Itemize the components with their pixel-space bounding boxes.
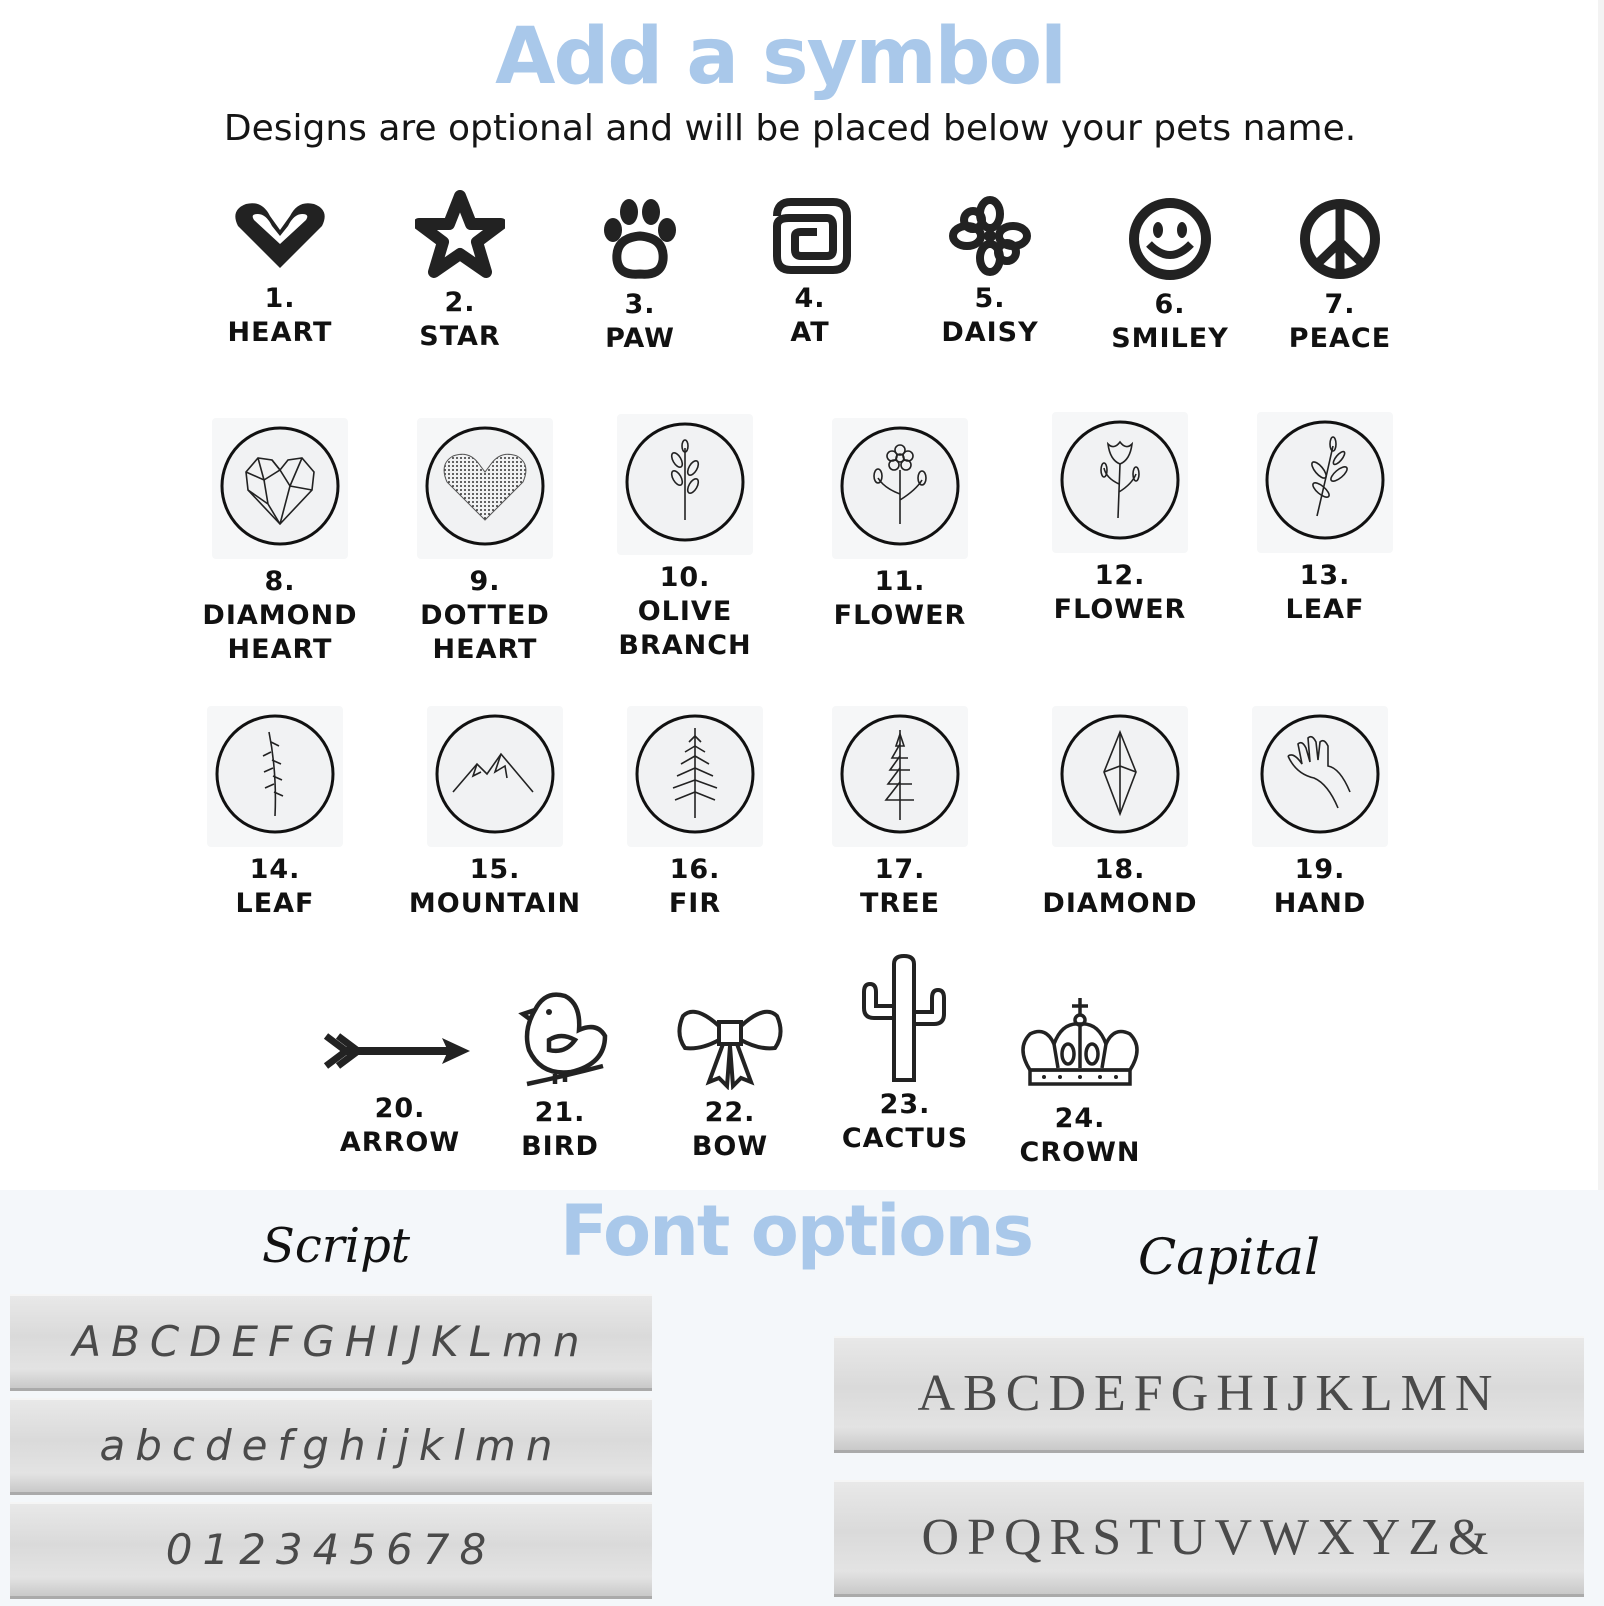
symbol-label: LEAF	[235, 888, 315, 919]
page-title: Add a symbol	[495, 12, 1065, 102]
symbol-label: AT	[790, 317, 830, 348]
symbol-paw[interactable]	[550, 196, 730, 356]
symbol-label: SMILEY	[1111, 323, 1229, 354]
symbol-label: PAW	[605, 323, 675, 354]
diamond-icon	[1052, 706, 1188, 847]
symbol-flower[interactable]	[810, 418, 990, 633]
symbol-number: 17.	[874, 854, 926, 885]
tree-icon	[832, 706, 968, 847]
symbol-label: FLOWER	[1053, 594, 1187, 625]
symbol-label: DIAMOND	[1042, 888, 1198, 919]
cactus-icon	[815, 952, 995, 1082]
symbol-label: OLIVE BRANCH	[618, 596, 752, 661]
arrow-icon	[310, 1016, 490, 1086]
symbol-label: FLOWER	[833, 600, 967, 631]
heart-icon	[190, 196, 370, 276]
bow-icon	[640, 1000, 820, 1090]
symbol-daisy[interactable]	[900, 196, 1080, 350]
symbol-label: BOW	[691, 1131, 769, 1162]
leaf-sprig-icon	[1257, 412, 1393, 553]
symbol-number: 11.	[874, 566, 926, 597]
symbol-crown[interactable]	[990, 996, 1170, 1170]
paw-icon	[550, 196, 730, 282]
symbol-number: 15.	[469, 854, 521, 885]
diamond-heart-icon	[212, 418, 348, 559]
symbol-label: DAISY	[941, 317, 1039, 348]
symbol-label: CROWN	[1019, 1137, 1141, 1168]
symbol-fern-leaf[interactable]	[185, 706, 365, 921]
tulip-flower-icon	[1052, 412, 1188, 553]
symbol-arrow[interactable]	[310, 1016, 490, 1160]
symbol-heart[interactable]	[190, 196, 370, 350]
bird-icon	[470, 980, 650, 1090]
symbol-label: BIRD	[521, 1131, 599, 1162]
capital-font-label: Capital	[1138, 1228, 1320, 1286]
symbol-bow[interactable]	[640, 1000, 820, 1164]
symbol-number: 12.	[1094, 560, 1146, 591]
symbol-number: 4.	[794, 283, 826, 314]
symbol-number: 20.	[374, 1093, 426, 1124]
symbol-tree[interactable]	[810, 706, 990, 921]
smiley-icon	[1080, 196, 1260, 282]
symbol-label: TREE	[859, 888, 941, 919]
symbol-label: HAND	[1273, 888, 1367, 919]
symbol-number: 22.	[704, 1097, 756, 1128]
capital-row-o-z[interactable]: OPQRSTUVWXYZ&	[834, 1480, 1584, 1597]
symbol-number: 13.	[1299, 560, 1351, 591]
symbol-hand[interactable]	[1230, 706, 1410, 921]
symbol-leaf-sprig[interactable]	[1235, 412, 1415, 627]
symbol-number: 16.	[669, 854, 721, 885]
mountain-icon	[427, 706, 563, 847]
symbol-label: DIAMOND HEART	[202, 600, 358, 665]
peace-icon	[1250, 196, 1430, 282]
script-row-uppercase[interactable]: ABCDEFGHIJKLmn	[10, 1294, 652, 1391]
symbol-star[interactable]	[370, 190, 550, 354]
symbol-smiley[interactable]	[1080, 196, 1260, 356]
symbol-number: 19.	[1294, 854, 1346, 885]
symbol-number: 8.	[264, 566, 296, 597]
symbol-number: 3.	[624, 289, 656, 320]
dotted-heart-icon	[417, 418, 553, 559]
fern-leaf-icon	[207, 706, 343, 847]
daisy-icon	[900, 196, 1080, 276]
symbol-label: HEART	[227, 317, 333, 348]
symbol-label: STAR	[419, 321, 501, 352]
page-subtitle: Designs are optional and will be placed below your pets name.	[223, 108, 1357, 149]
at-spiral-icon	[720, 196, 900, 276]
symbol-number: 14.	[249, 854, 301, 885]
symbol-label: MOUNTAIN	[408, 888, 582, 919]
symbol-number: 1.	[264, 283, 296, 314]
symbol-number: 9.	[469, 566, 501, 597]
symbol-number: 23.	[879, 1089, 931, 1120]
capital-row-a-n[interactable]: ABCDEFGHIJKLMN	[834, 1336, 1584, 1453]
symbol-olive-branch[interactable]	[595, 414, 775, 663]
symbol-bird[interactable]	[470, 980, 650, 1164]
symbol-at[interactable]	[720, 196, 900, 350]
symbol-number: 6.	[1154, 289, 1186, 320]
script-font-label: Script	[262, 1218, 411, 1274]
symbol-number: 24.	[1054, 1103, 1106, 1134]
olive-branch-icon	[617, 414, 753, 555]
script-row-numbers[interactable]: 012345678	[10, 1502, 652, 1599]
symbol-diamond[interactable]	[1030, 706, 1210, 921]
script-row-lowercase[interactable]: abcdefghijklmn	[10, 1398, 652, 1495]
symbol-mountain[interactable]	[405, 706, 585, 921]
symbol-label: DOTTED HEART	[420, 600, 550, 665]
fir-icon	[627, 706, 763, 847]
symbol-number: 21.	[534, 1097, 586, 1128]
symbol-number: 18.	[1094, 854, 1146, 885]
symbol-label: LEAF	[1285, 594, 1365, 625]
crown-icon	[990, 996, 1170, 1096]
symbol-number: 7.	[1324, 289, 1356, 320]
symbol-label: PEACE	[1288, 323, 1392, 354]
hand-icon	[1252, 706, 1388, 847]
symbol-peace[interactable]	[1250, 196, 1430, 356]
flower-icon	[832, 418, 968, 559]
star-icon	[370, 190, 550, 280]
symbol-diamond-heart[interactable]	[190, 418, 370, 667]
symbol-fir[interactable]	[605, 706, 785, 921]
symbol-label: CACTUS	[841, 1123, 969, 1154]
font-options-title: Font options	[560, 1190, 1032, 1272]
symbol-number: 10.	[659, 562, 711, 593]
symbol-cactus[interactable]	[815, 952, 995, 1156]
symbol-label: FIR	[668, 888, 722, 919]
symbol-number: 5.	[974, 283, 1006, 314]
symbol-number: 2.	[444, 287, 476, 318]
symbol-dotted-heart[interactable]	[395, 418, 575, 667]
symbol-label: ARROW	[339, 1127, 461, 1158]
symbol-flower-tulip[interactable]	[1030, 412, 1210, 627]
